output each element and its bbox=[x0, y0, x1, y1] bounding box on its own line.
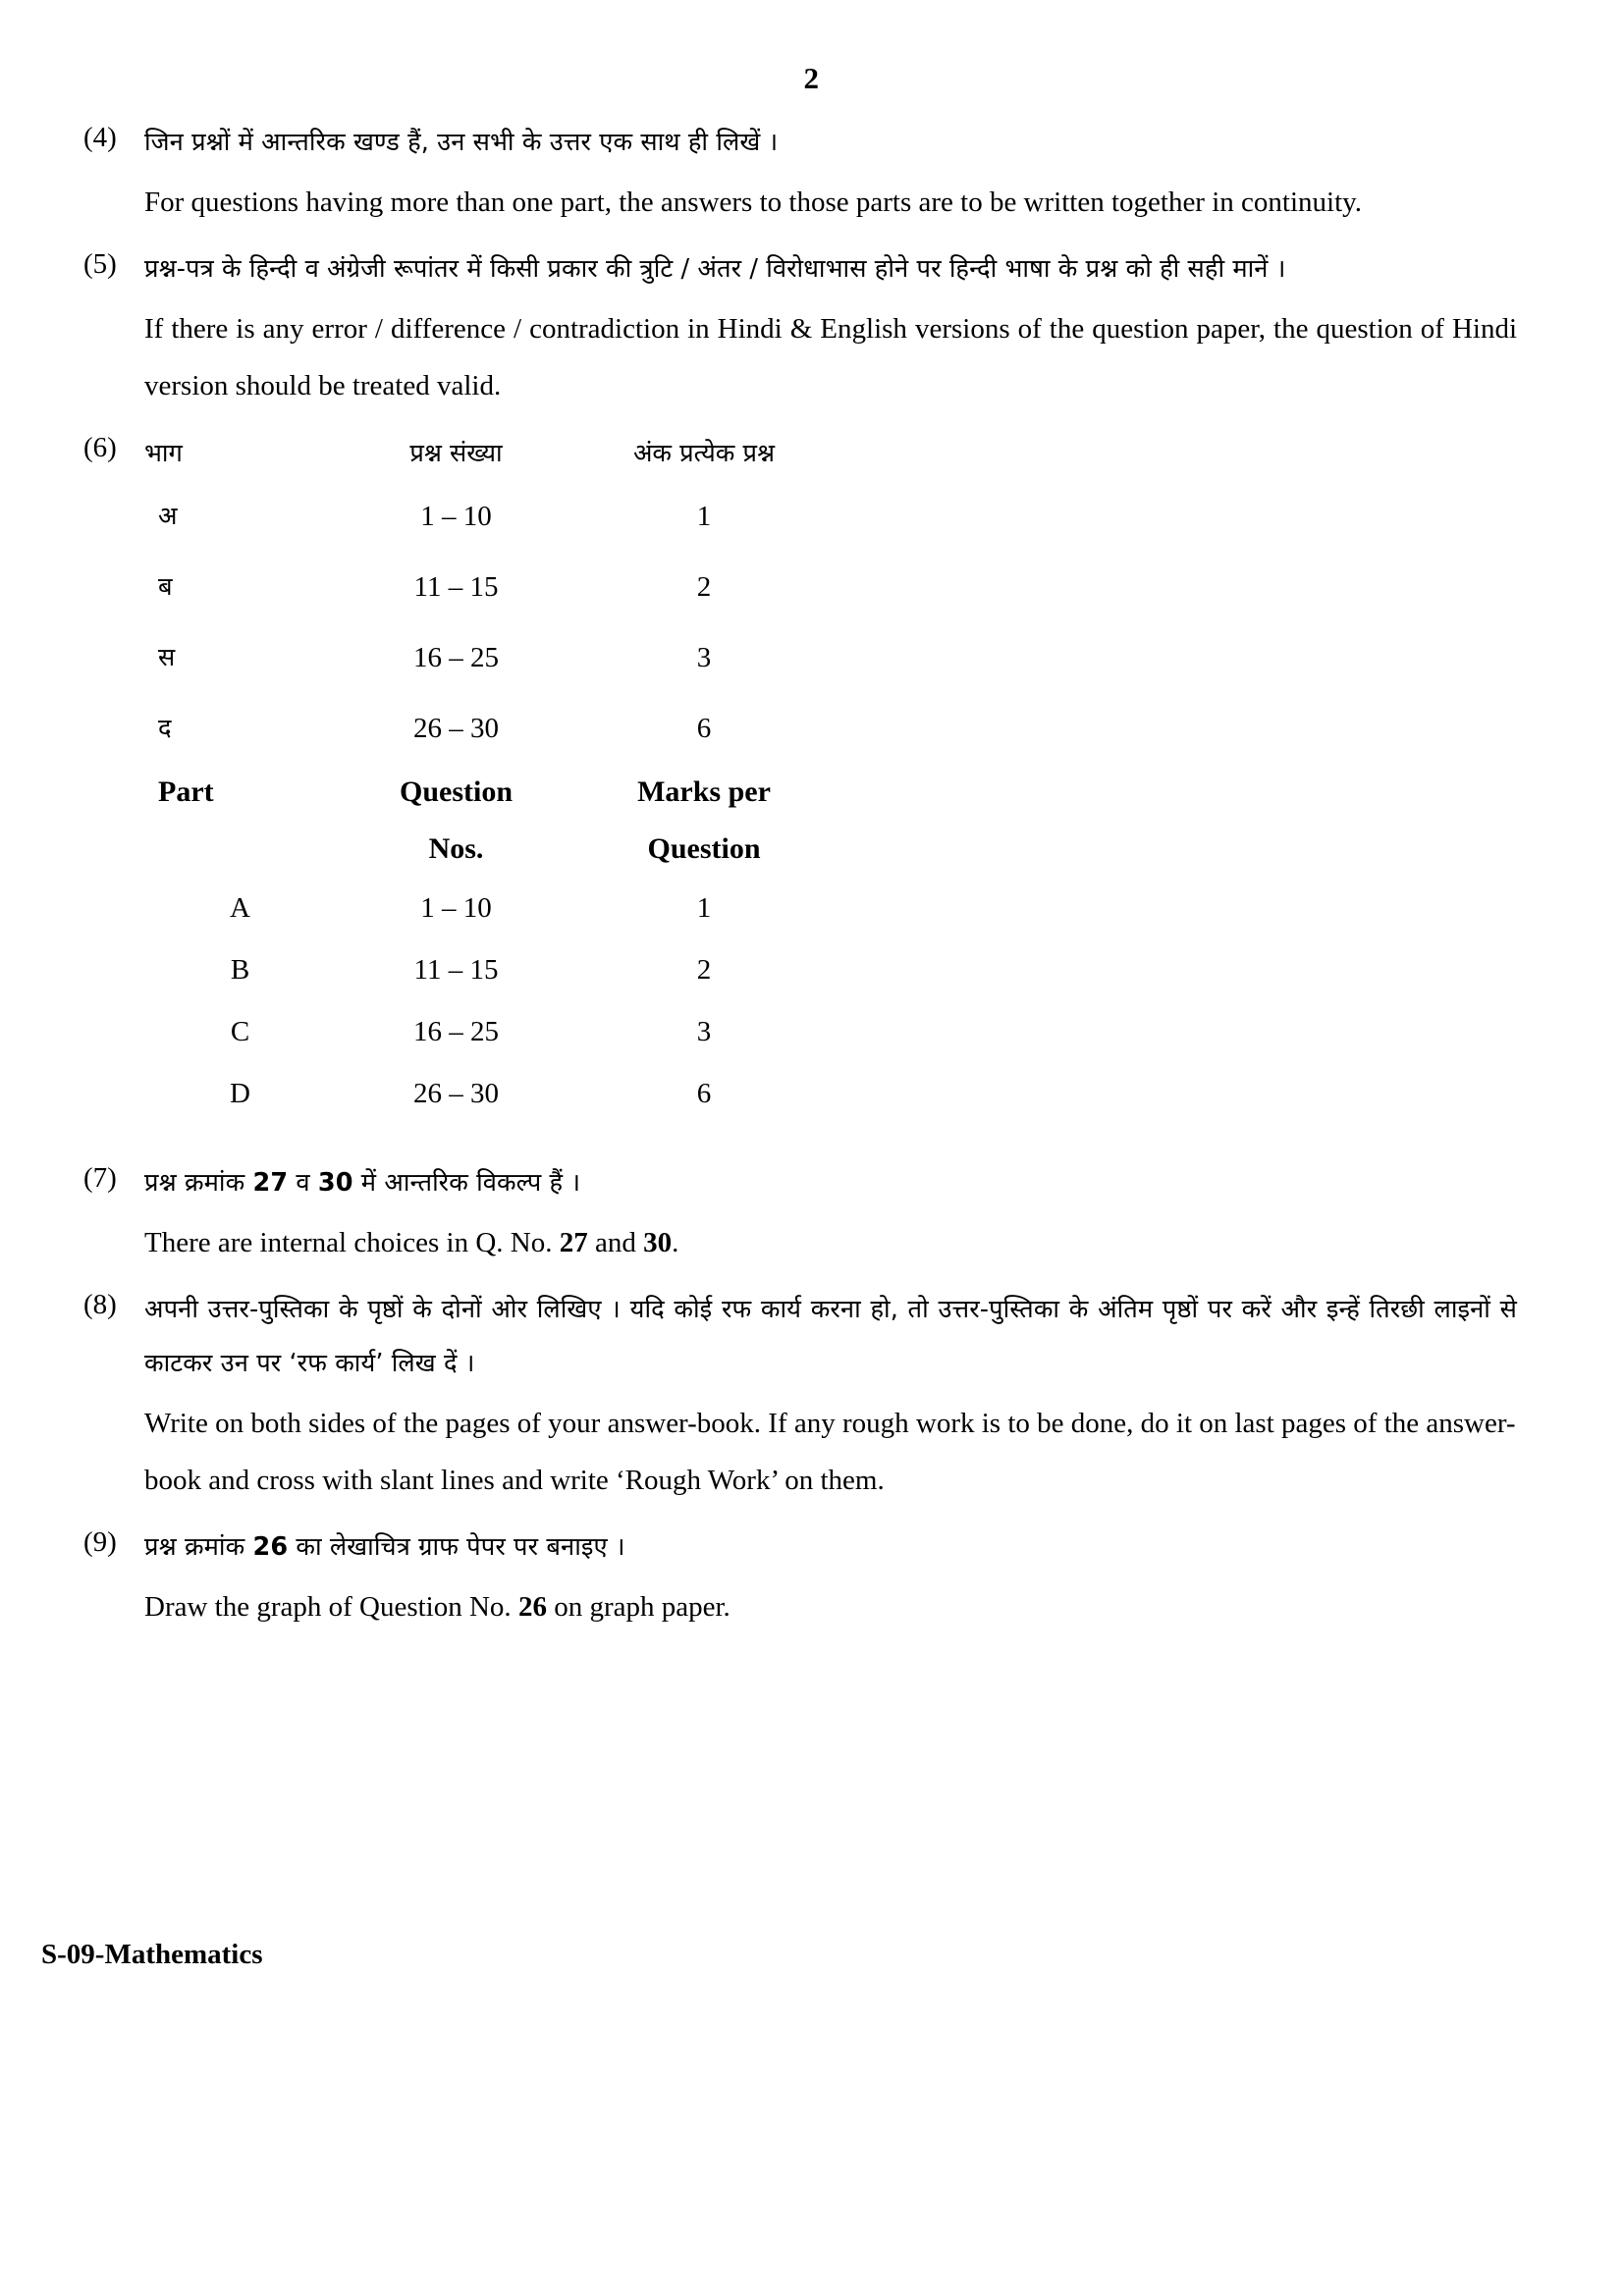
column-header-marks-line2: Question bbox=[647, 832, 761, 865]
cell-marks: 6 bbox=[696, 713, 712, 744]
table-row bbox=[144, 1063, 832, 1125]
instruction-5-hindi: प्रश्न-पत्र के हिन्दी व अंग्रेजी रूपांतर में किसी प्रकार की त्रुटि / अंतर / विरोधाभास होने पर हिन्दी भाषा के प्रश्न को ही सही मानें । bbox=[144, 254, 1286, 284]
instruction-8-hindi: अपनी उत्तर-पुस्तिका के पृष्ठों के दोनों ओर लिखिए । यदि कोई रफ कार्य करना हो, तो उत्तर-पुस्तिका के अंतिम पृष्ठों पर करें और इन्हें तिरछी लाइनों से काटकर उन पर ‘रफ कार्य’ लिख दें । bbox=[144, 1295, 1517, 1378]
text-segment: में आन्तरिक विकल्प हैं । bbox=[352, 1168, 581, 1198]
text-segment: का लेखाचित्र ग्राफ पेपर पर बनाइए । bbox=[288, 1532, 625, 1562]
cell-marks: 2 bbox=[696, 571, 712, 603]
instruction-7-english bbox=[144, 1214, 1517, 1271]
cell-marks: 1 bbox=[696, 501, 712, 532]
bold-question-number-26: 26 bbox=[517, 1591, 547, 1623]
text-segment: on graph paper. bbox=[546, 1591, 730, 1623]
instruction-item-8 bbox=[83, 1283, 1517, 1509]
instruction-9-english bbox=[144, 1578, 1517, 1635]
instruction-body-7 bbox=[144, 1156, 1517, 1271]
cell-question-nos: 1 – 10 bbox=[420, 501, 492, 532]
column-header-question-nos-line1: Question bbox=[399, 775, 514, 808]
marks-distribution-table-english bbox=[144, 764, 832, 1125]
instruction-body-4 bbox=[144, 116, 1517, 231]
instruction-number-6: (6) bbox=[83, 432, 117, 463]
instruction-item-5 bbox=[83, 242, 1517, 414]
instruction-number-4: (4) bbox=[83, 122, 117, 153]
instruction-4-hindi: जिन प्रश्नों में आन्तरिक खण्ड हैं, उन सभी के उत्तर एक साथ ही लिखें । bbox=[144, 128, 779, 157]
cell-part: द bbox=[158, 714, 172, 743]
table-row bbox=[144, 878, 832, 939]
cell-part: अ bbox=[158, 502, 178, 531]
instruction-5-english: If there is any error / difference / contradiction in Hindi & English versions of the question paper, the question of Hindi version should be treated valid. bbox=[144, 313, 1517, 401]
cell-question-nos: 11 – 15 bbox=[413, 571, 499, 603]
cell-marks: 3 bbox=[696, 1016, 712, 1047]
text-segment: . bbox=[672, 1227, 679, 1258]
text-segment: There are internal choices in Q. No. bbox=[144, 1227, 560, 1258]
cell-question-nos: 16 – 25 bbox=[413, 1016, 499, 1047]
bold-question-number-30: 30 bbox=[317, 1168, 353, 1198]
instruction-8-english: Write on both sides of the pages of your answer-book. If any rough work is to be done, do it on last pages of the answer-book and cross with slant lines and write ‘Rough Work’ on them. bbox=[144, 1408, 1516, 1496]
table-row bbox=[144, 622, 832, 693]
cell-question-nos: 11 – 15 bbox=[413, 954, 499, 986]
table-row bbox=[144, 693, 832, 764]
instruction-9-hindi bbox=[144, 1521, 1517, 1575]
instruction-4-english: For questions having more than one part, the answers to those parts are to be written together in continuity. bbox=[144, 187, 1362, 218]
cell-marks: 6 bbox=[696, 1078, 712, 1109]
instruction-body-9 bbox=[144, 1521, 1517, 1635]
spacer bbox=[83, 1125, 1517, 1141]
instruction-item-6 bbox=[83, 426, 1517, 1125]
cell-question-nos: 16 – 25 bbox=[413, 642, 499, 673]
instruction-item-7 bbox=[83, 1156, 1517, 1271]
instruction-body-5 bbox=[144, 242, 1517, 414]
cell-question-nos: 26 – 30 bbox=[413, 713, 499, 744]
cell-part: ब bbox=[158, 572, 173, 602]
column-header-question-nos-line2: Nos. bbox=[428, 832, 484, 865]
column-header-part-hi: भाग bbox=[144, 439, 183, 468]
cell-part: A bbox=[230, 892, 250, 924]
cell-question-nos: 1 – 10 bbox=[420, 892, 492, 924]
cell-part: B bbox=[230, 954, 250, 986]
instruction-body-6 bbox=[144, 426, 1517, 1125]
paper-code-footer: S-09-Mathematics bbox=[41, 1939, 263, 1970]
bold-question-number-26: 26 bbox=[252, 1532, 289, 1562]
instruction-number-8: (8) bbox=[83, 1289, 117, 1320]
table-row bbox=[144, 1001, 832, 1063]
instruction-7-hindi bbox=[144, 1156, 1517, 1210]
text-segment: प्रश्न क्रमांक bbox=[144, 1168, 253, 1198]
spacer bbox=[83, 1141, 1517, 1156]
cell-marks: 3 bbox=[696, 642, 712, 673]
text-segment: Draw the graph of Question No. bbox=[144, 1591, 518, 1623]
cell-marks: 2 bbox=[696, 954, 712, 986]
text-segment: and bbox=[587, 1227, 644, 1258]
instruction-number-5: (5) bbox=[83, 248, 117, 280]
column-header-part: Part bbox=[158, 775, 214, 808]
column-header-question-nos-hi: प्रश्न संख्या bbox=[409, 439, 503, 468]
table-header-row-line2 bbox=[144, 821, 832, 878]
cell-part: C bbox=[230, 1016, 250, 1047]
page-number: 2 bbox=[803, 61, 820, 95]
column-header-part-line2 bbox=[144, 821, 336, 878]
cell-part: D bbox=[230, 1078, 250, 1109]
bold-question-number-27: 27 bbox=[559, 1227, 588, 1258]
column-header-marks-line1: Marks per bbox=[637, 775, 771, 808]
cell-part: स bbox=[158, 643, 176, 672]
instruction-number-9: (9) bbox=[83, 1526, 117, 1558]
marks-distribution-table-hindi bbox=[144, 426, 832, 764]
table-row bbox=[144, 552, 832, 622]
bold-question-number-30: 30 bbox=[643, 1227, 673, 1258]
instructions-content bbox=[83, 116, 1517, 1641]
instruction-number-7: (7) bbox=[83, 1162, 117, 1194]
cell-question-nos: 26 – 30 bbox=[413, 1078, 499, 1109]
bold-question-number-27: 27 bbox=[252, 1168, 289, 1198]
table-row bbox=[144, 481, 832, 552]
instruction-body-8 bbox=[144, 1283, 1517, 1509]
cell-marks: 1 bbox=[696, 892, 712, 924]
column-header-marks-hi: अंक प्रत्येक प्रश्न bbox=[632, 439, 776, 468]
table-header-row bbox=[144, 426, 832, 481]
table-row bbox=[144, 939, 832, 1001]
instruction-item-4 bbox=[83, 116, 1517, 231]
text-segment: व bbox=[288, 1168, 318, 1198]
text-segment: प्रश्न क्रमांक bbox=[144, 1532, 253, 1562]
instruction-item-9 bbox=[83, 1521, 1517, 1635]
table-header-row-line1 bbox=[144, 764, 832, 821]
